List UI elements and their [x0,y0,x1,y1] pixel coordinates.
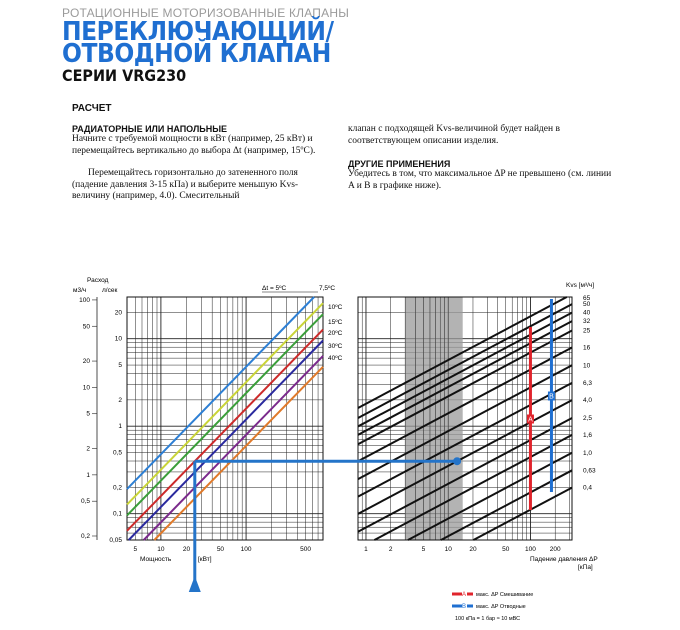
power-tick-label: 10 [157,546,165,553]
kvs-label: 32 [583,318,591,326]
dt-label: 10ºC [328,304,343,311]
ls-tick-labels [109,309,122,544]
paragraph-2: Перемещайтесь горизонтально до затененного поля (падение давления 3-15 кПа) и выберите меньшую Kvs-величину (например, 4.0). Смесительный [72,168,299,201]
paragraph-other: Убедитесь в том, что максимальное ΔP не превышено (см. линии A и B в графике ниже). [348,169,612,191]
kvs-line [358,347,572,461]
dt-line [129,340,323,540]
ls-tick-label: 0,2 [112,484,122,492]
example-arrow [189,576,201,592]
kvs-label: 0,4 [583,484,593,492]
shaded-pressure-range [405,297,462,540]
dp-tick-label: 2 [388,546,393,553]
heading-other-applications: ДРУГИЕ ПРИМЕНЕНИЯ [348,159,451,169]
dt-line [127,303,323,504]
m3h-tick-label: 50 [82,323,90,331]
kvs-label: 0,63 [583,467,596,475]
m3h-tick-label: 0,5 [80,498,90,506]
dp-axis-label: Падение давления ΔP [530,556,598,563]
example-endpoint [453,457,461,465]
kvs-label: 40 [583,309,591,317]
dt-title: Δt = 5ºC [262,285,287,292]
kvs-label: 16 [583,344,591,352]
kvs-labels [583,295,596,492]
dt-lines [127,297,323,540]
legend [452,592,533,622]
power-tick-labels [133,546,311,553]
power-axis-label: Мощность [140,556,172,563]
kvs-line [358,330,572,444]
kvs-axis-title: Kvs [м³/ч] [566,282,595,289]
dp-tick-label: 50 [502,546,510,553]
kvs-line [358,313,572,427]
m3h-tick-label: 1 [86,471,90,479]
dp-tick-label: 5 [421,546,426,553]
legend-a-text: макс. ΔP Смешивание [476,592,534,598]
dp-axis-unit: [кПа] [578,564,593,571]
kvs-label: 6,3 [583,379,593,387]
dt-label: 20ºC [328,330,343,337]
flow-label: Расход [87,277,109,284]
kvs-label: 4,0 [583,397,593,405]
kvs-label: 1,6 [583,431,593,439]
right-chart [358,282,598,571]
title-line-2: ОТВОДНОЙ КЛАПАН [62,39,331,69]
kvs-label: 25 [583,327,591,335]
dp-tick-label: 100 [525,546,536,553]
line-b-label: B [549,393,554,401]
m3h-tick-label: 20 [82,358,90,366]
series-label: РОТАЦИОННЫЕ МОТОРИЗОВАННЫЕ КЛАПАНЫ [62,6,350,20]
dp-tick-label: 1 [364,546,368,553]
line-a-label: A [528,416,533,424]
kvs-line [358,418,572,532]
dt-label: 30ºC [328,343,343,350]
power-tick-label: 100 [240,546,252,553]
ls-tick-label: 0,1 [112,510,122,518]
section-title: РАСЧЕТ [72,103,112,114]
dp-tick-label: 20 [469,546,477,553]
title-line-1: ПЕРЕКЛЮЧАЮЩИЙ/ [62,17,334,47]
kvs-label: 50 [583,301,591,309]
kvs-label: 65 [583,295,591,302]
dt-label: 40ºC [328,355,343,362]
ls-tick-label: 1 [118,423,122,431]
dp-tick-labels [364,546,561,553]
dp-tick-label: 200 [549,546,561,553]
m3h-tick-label: 5 [86,410,90,418]
legend-note: 100 кПа = 1 бар ≈ 10 мВС [455,616,521,622]
page-subtitle: СЕРИИ VRG230 [62,66,187,85]
kvs-label: 2,5 [583,414,593,422]
kvs-label: 10 [583,362,591,370]
power-tick-label: 20 [182,546,191,553]
ls-tick-label: 10 [114,335,122,343]
legend-a-letter: A [462,592,467,598]
heading-radiators: РАДИАТОРНЫЕ ИЛИ НАПОЛЬНЫЕ [72,124,228,134]
ls-tick-label: 2 [118,396,122,404]
dp-tick-label: 10 [444,546,452,553]
m3h-tick-label: 2 [86,445,90,453]
m3h-tick-label: 10 [82,384,90,392]
kvs-label: 1,0 [583,449,593,457]
unit-ls: л/сек [102,287,118,294]
ls-tick-label: 0,5 [112,449,122,457]
power-tick-label: 5 [133,546,138,553]
m3h-tick-label: 0,2 [80,532,90,540]
m3h-tick-label: 100 [79,296,90,304]
unit-m3h: м3/ч [73,287,87,294]
ls-tick-label: 20 [114,309,122,317]
power-tick-label: 500 [300,546,312,553]
paragraph-1: Начните с требуемой мощности в кВт (например, 25 кВт) и перемещайтесь вертикально до выбора Δt (например, 15ºC). [72,134,316,156]
left-chart [73,277,343,563]
paragraph-continued: клапан с подходящей Kvs-величиной будет найден в соответствующем описании изделия. [348,124,560,146]
power-axis-unit: [кВт] [198,556,212,563]
dt-line [127,314,323,515]
legend-b-letter: B [462,604,467,610]
kvs-lines [358,297,572,540]
ls-tick-label: 5 [118,362,122,370]
power-tick-label: 50 [216,546,225,553]
ls-tick-label: 0,05 [109,537,122,544]
legend-b-text: макс. ΔP Отводные [476,604,526,610]
dt-line [144,356,323,540]
m3h-tick-labels [79,297,97,540]
dt-label: 15ºC [328,319,343,326]
dt-label: 7,5ºC [319,285,336,292]
